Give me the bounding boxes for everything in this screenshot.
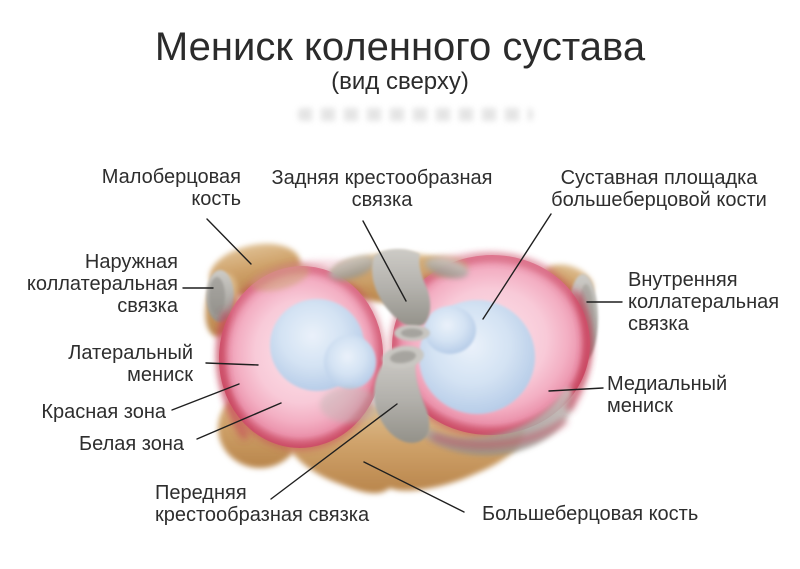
page-subtitle: (вид сверху): [331, 68, 469, 95]
lateral-inner-shadow: [320, 387, 380, 423]
label-medial-meniscus: Медиальный мениск: [607, 373, 728, 417]
label-lateral-meniscus: Латеральный мениск: [68, 342, 193, 386]
label-tibia: Большеберцовая кость: [482, 503, 699, 525]
watermark-smudge: [298, 108, 533, 121]
label-outer-collateral: Наружная коллатеральная связка: [26, 251, 178, 317]
label-acl: Передняя крестообразная связка: [155, 482, 370, 526]
label-fibula: Малоберцовая кость: [101, 166, 241, 210]
label-white-zone: Белая зона: [79, 433, 184, 455]
label-inner-collateral: Внутренняя коллатеральная связка: [628, 269, 780, 335]
medial-articular-surface: [419, 300, 535, 414]
page-title: Мениск коленного сустава: [154, 25, 646, 69]
label-tibial-plateau: Суставная площадка большеберцовой кости: [551, 167, 767, 211]
label-pcl: Задняя крестообразная связка: [271, 167, 493, 211]
label-red-zone: Красная зона: [41, 401, 166, 423]
